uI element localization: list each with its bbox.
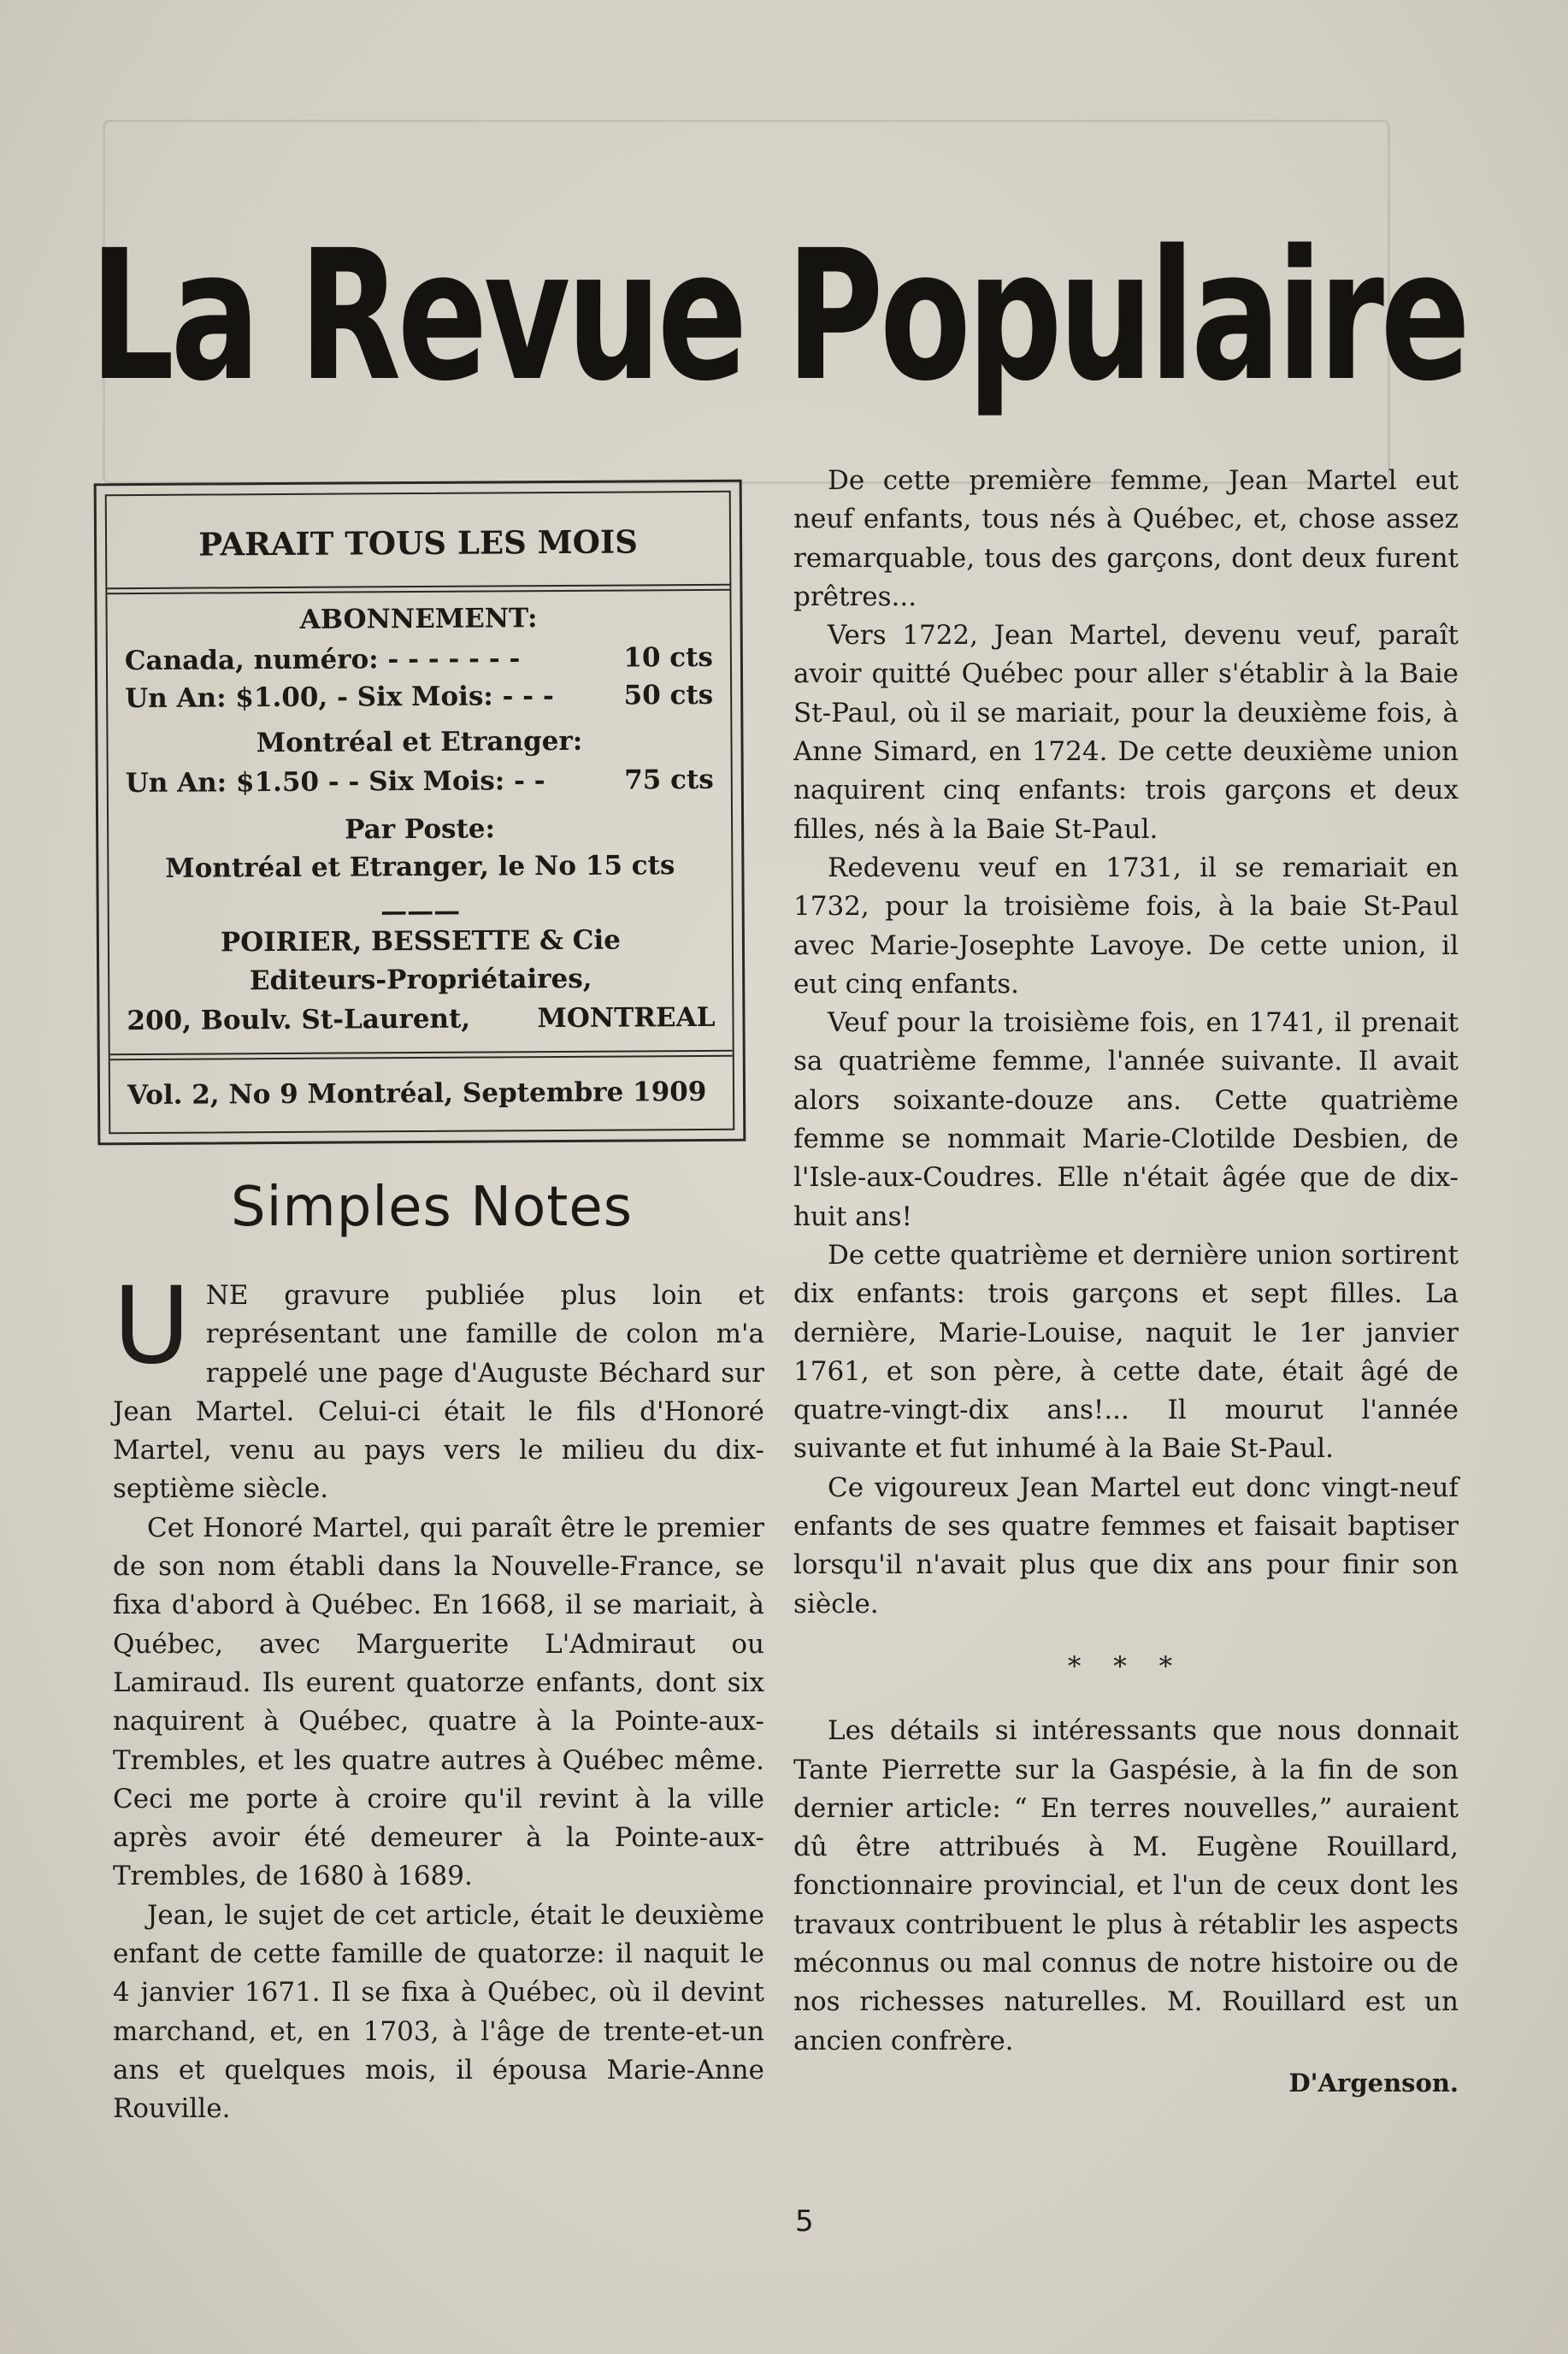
divider-rule xyxy=(107,584,729,589)
article-paragraph: Vers 1722, Jean Martel, devenu veuf, paraît avoir quitté Québec pour aller s'établir à la Baie St-Paul, où il se mariait, pour la deuxième fois, à Anne Simard, en 1724. De cette deuxième union naquirent cinq enfants: trois garçons et deux filles, nés à la Baie St-Paul. xyxy=(793,620,1459,845)
article-paragraph: Redevenu veuf en 1731, il se remariait en 1732, pour la troisième fois, à la baie St-Paul avec Marie-Josephte Lavoye. De cette union, il eut cinq enfants. xyxy=(793,852,1459,1000)
divider-rule xyxy=(110,1050,733,1055)
montreal-price-row xyxy=(126,764,714,799)
article-paragraph: De cette quatrième et dernière union sortirent dix enfants: trois garçons et sept filles. La dernière, Marie-Louise, naquit le 1er janvier 1761, et son père, à cette date, était âgé de quatre-vingt-dix ans!... Il mourut l'année suivante et fut inhumé à la Baie St-Paul. xyxy=(793,1239,1459,1465)
page-number: 5 xyxy=(795,2204,814,2239)
right-column xyxy=(793,462,1459,2103)
publisher-address: 200, Boulv. St-Laurent, xyxy=(127,1003,471,1037)
un-an-price-row xyxy=(125,680,713,714)
montreal-un-an-label: Un An: $1.50 - - Six Mois: - - xyxy=(125,765,545,799)
masthead-title: La Revue Populaire xyxy=(90,211,1467,421)
publisher-role: Editeurs-Propriétaires, xyxy=(249,963,592,997)
article-paragraph: De cette première femme, Jean Martel eut neuf enfants, tous nés à Québec, et, chose assez remarquable, tous des garçons, dont deux furent prêtres... xyxy=(793,465,1459,612)
montreal-un-an-price: 75 cts xyxy=(624,764,714,796)
address-row xyxy=(127,1002,715,1036)
article-paragraph: Ce vigoureux Jean Martel eut donc vingt-neuf enfants de ses quatre femmes et faisait baptiser lorsqu'il n'avait plus que dix ans pour finir son siècle. xyxy=(793,1472,1459,1619)
abonnement-label: ABONNEMENT: xyxy=(299,603,538,635)
author-signature: D'Argenson. xyxy=(1288,2068,1459,2097)
divider-rule xyxy=(110,1055,733,1060)
subscription-box-inner xyxy=(105,491,735,1134)
par-poste-label: Par Poste: xyxy=(345,813,496,846)
drop-cap: U xyxy=(113,1265,191,1388)
publisher-name: POIRIER, BESSETTE & Cie xyxy=(220,924,622,959)
article-paragraph: Jean, le sujet de cet article, était le deuxième enfant de cette famille de quatorze: il naquit le 4 janvier 1671. Il se fixa à Québec, où il devint marchand, et, en 1703, à l'âge de trente-et-un ans et quelques mois, il épousa Marie-Anne Rouville. xyxy=(113,1899,764,2125)
short-divider: ——— xyxy=(380,895,461,928)
issue-line: Vol. 2, No 9 Montréal, Septembre 1909 xyxy=(127,1076,707,1112)
article-paragraph xyxy=(113,1265,764,1509)
un-an-label: Un An: $1.00, - Six Mois: - - - xyxy=(125,681,554,715)
paragraph-text: NE gravure publiée plus loin et représentant une famille de colon m'a rappelé une page d'Auguste Béchard sur Jean Martel. Celui-ci était le fils d'Honoré Martel, venu au pays vers le milieu du dix-septième siècle. xyxy=(113,1280,764,1505)
montreal-etranger-label: Montréal et Etranger: xyxy=(256,725,583,759)
subscription-box xyxy=(94,480,746,1146)
un-an-price: 50 cts xyxy=(623,679,714,711)
divider-rule xyxy=(107,589,729,594)
article-paragraph: Cet Honoré Martel, qui paraît être le premier de son nom établi dans la Nouvelle-France, se fixa d'abord à Québec. En 1668, il se mariait, à Québec, avec Marguerite L'Admiraut ou Lamiraud. Ils eurent quatorze enfants, dont six naquirent à Québec, quatre à la Pointe-aux-Trembles, et les quatre autres à Québec même. Ceci me porte à croire qu'il revint à la ville après avoir été demeurer à la Pointe-aux-Trembles, de 1680 à 1689. xyxy=(113,1512,764,1892)
subscription-heading: PARAIT TOUS LES MOIS xyxy=(198,522,639,563)
article-title: Simples Notes xyxy=(231,1176,634,1239)
section-separator: * * * xyxy=(1067,1650,1185,1682)
canada-price: 10 cts xyxy=(623,641,714,674)
article-paragraph: Veuf pour la troisième fois, en 1741, il prenait sa quatrième femme, l'année suivante. Il avait alors soixante-douze ans. Cette quatrième femme se nommait Marie-Clotilde Desbien, de l'Isle-aux-Coudres. Elle n'était âgée que de dix-huit ans! xyxy=(793,1007,1459,1232)
publisher-city: MONTREAL xyxy=(537,1001,716,1035)
note-paragraph: Les détails si intéressants que nous donnait Tante Pierrette sur la Gaspésie, à la fin de son dernier article: “ En terres nouvelles,” auraient dû être attribués à M. Eugène Rouillard, fonctionnaire provincial, et l'un de ceux dont les travaux contribuent le plus à rétablir les aspects méconnus ou mal connus de notre histoire ou de nos richesses naturelles. M. Rouillard est un ancien confrère. xyxy=(793,1715,1459,2056)
par-poste-line: Montréal et Etranger, le No 15 cts xyxy=(165,850,675,884)
canada-label: Canada, numéro: - - - - - - - xyxy=(124,643,521,677)
left-column xyxy=(113,1265,764,2129)
canada-price-row xyxy=(125,642,713,676)
